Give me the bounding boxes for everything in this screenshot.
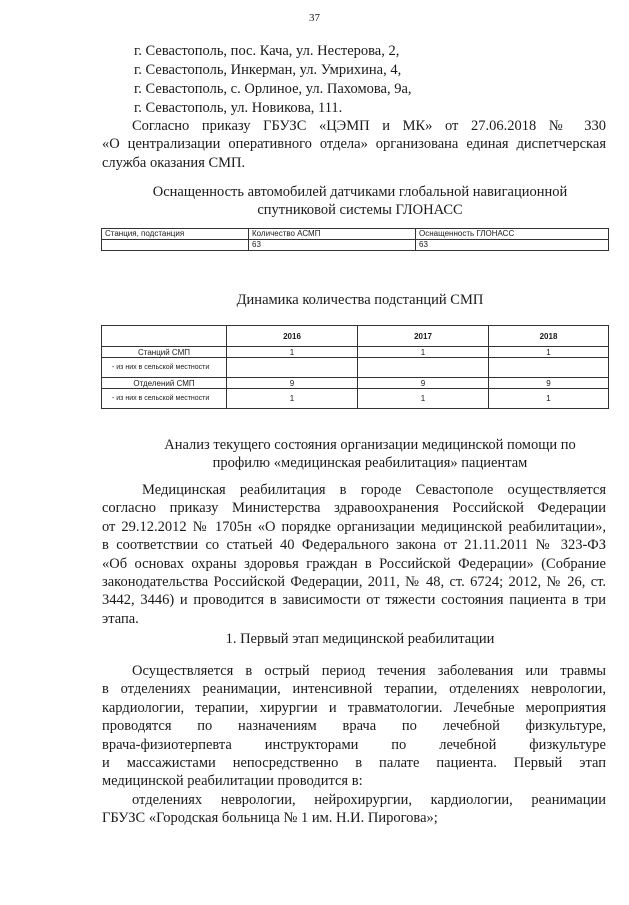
row-label: - из них в сельской местности xyxy=(102,358,227,378)
text-line: «Об основах охраны здоровья граждан в Российской Федерации» (Собрание xyxy=(102,555,606,572)
row-label: Станций СМП xyxy=(102,347,227,358)
table-header-row xyxy=(102,326,609,347)
stage1-paragraph xyxy=(102,662,606,828)
glonass-title xyxy=(80,183,629,219)
table-cell: 1 xyxy=(358,389,489,409)
address-line: г. Севастополь, пос. Кача, ул. Нестерова, 2, xyxy=(134,43,400,59)
address-line: г. Севастополь, с. Орлиное, ул. Пахомова, 9а, xyxy=(134,81,412,97)
glonass-table xyxy=(101,228,609,251)
stage1-title: 1. Первый этап медицинской реабилитации xyxy=(225,631,495,647)
text-line: 3442, 3446) и проводится в зависимости от тяжести состояния пациента в три xyxy=(102,592,606,609)
text-line: Согласно приказу ГБУЗС «ЦЭМП и МК» от 27.06.2018 № 330 xyxy=(132,118,606,134)
row-label: - из них в сельской местности xyxy=(102,389,227,409)
table-header-cell: 2016 xyxy=(227,326,358,347)
table-cell: 1 xyxy=(489,347,609,358)
table-cell: 1 xyxy=(489,389,609,409)
text-line: Медицинская реабилитация в городе Севастополе осуществляется xyxy=(142,482,606,498)
analysis-title xyxy=(100,436,629,472)
address-line: г. Севастополь, ул. Новикова, 111. xyxy=(134,100,343,116)
table-row xyxy=(102,389,609,409)
table-cell xyxy=(227,358,358,378)
text-line: от 29.12.2012 № 1705н «О порядке организации медицинской реабилитации», xyxy=(102,518,606,535)
table-row xyxy=(102,347,609,358)
table-cell: 9 xyxy=(489,378,609,389)
rehab-paragraph xyxy=(102,481,606,628)
text-line: ГБУЗС «Городская больница № 1 им. Н.И. Пирогова»; xyxy=(102,810,438,827)
table-cell: 1 xyxy=(227,347,358,358)
text-line: отделениях неврологии, нейрохирургии, кардиологии, реанимации xyxy=(132,791,606,808)
table-header-row xyxy=(102,229,609,240)
table-cell xyxy=(489,358,609,378)
title-line: Оснащенность автомобилей датчиками глобальной навигационной xyxy=(152,184,568,200)
text-line: Осуществляется в острый период течения заболевания или травмы xyxy=(132,663,606,679)
text-line: врача-физиотерпевта инструкторами по лечебной физкультуре xyxy=(102,736,606,753)
table-cell xyxy=(358,358,489,378)
table-cell: 9 xyxy=(227,378,358,389)
table-header-cell: Станция, подстанция xyxy=(102,229,249,240)
table-cell xyxy=(102,240,249,251)
text-line: в отделениях реанимации, интенсивной терапии, отделениях неврологии, xyxy=(102,681,606,698)
table-header-cell: 2017 xyxy=(358,326,489,347)
order-paragraph xyxy=(102,117,606,172)
text-line: законодательства Российской Федерации, 2011, № 48, ст. 6724; 2012, № 26, ст. xyxy=(102,573,606,590)
table-cell: 9 xyxy=(358,378,489,389)
address-line: г. Севастополь, Инкерман, ул. Умрихина, 4, xyxy=(134,62,402,78)
text-line: и массажистами непосредственно в палате пациента. Первый этап xyxy=(102,754,606,771)
text-line: согласно приказу Министерства здравоохранения Российской Федерации xyxy=(102,500,606,517)
table-row xyxy=(102,358,609,378)
text-line: в соответствии со статьей 40 Федерального закона от 21.11.2011 № 323-ФЗ xyxy=(102,537,606,554)
table-header-cell xyxy=(102,326,227,347)
table-cell: 1 xyxy=(358,347,489,358)
title-line: профилю «медицинская реабилитация» пациентам xyxy=(212,455,528,471)
table-cell: 63 xyxy=(416,240,609,251)
dynamics-table xyxy=(101,325,609,409)
table-cell: 63 xyxy=(249,240,416,251)
text-line: «О централизации оперативного отдела» организована единая диспетчерская xyxy=(102,136,606,153)
text-line: служба оказания СМП. xyxy=(102,154,246,171)
title-line: Анализ текущего состояния организации медицинской помощи по xyxy=(164,437,576,453)
text-line: этапа. xyxy=(102,610,139,627)
row-label: Отделений СМП xyxy=(102,378,227,389)
table-header-cell: 2018 xyxy=(489,326,609,347)
dynamics-title: Динамика количества подстанций СМП xyxy=(236,292,484,308)
table-header-cell: Оснащенность ГЛОНАСС xyxy=(416,229,609,240)
title-line: спутниковой системы ГЛОНАСС xyxy=(257,202,463,218)
table-row xyxy=(102,378,609,389)
table-row xyxy=(102,240,609,251)
text-line: медицинской реабилитации проводится в: xyxy=(102,773,363,790)
text-line: проводятся по назначениям врача по лечебной физкультуре, xyxy=(102,718,606,735)
page-number: 37 xyxy=(309,12,320,24)
table-cell: 1 xyxy=(227,389,358,409)
table-header-cell: Количество АСМП xyxy=(249,229,416,240)
text-line: кардиологии, терапии, хирургии и травматологии. Лечебные мероприятия xyxy=(102,699,606,716)
